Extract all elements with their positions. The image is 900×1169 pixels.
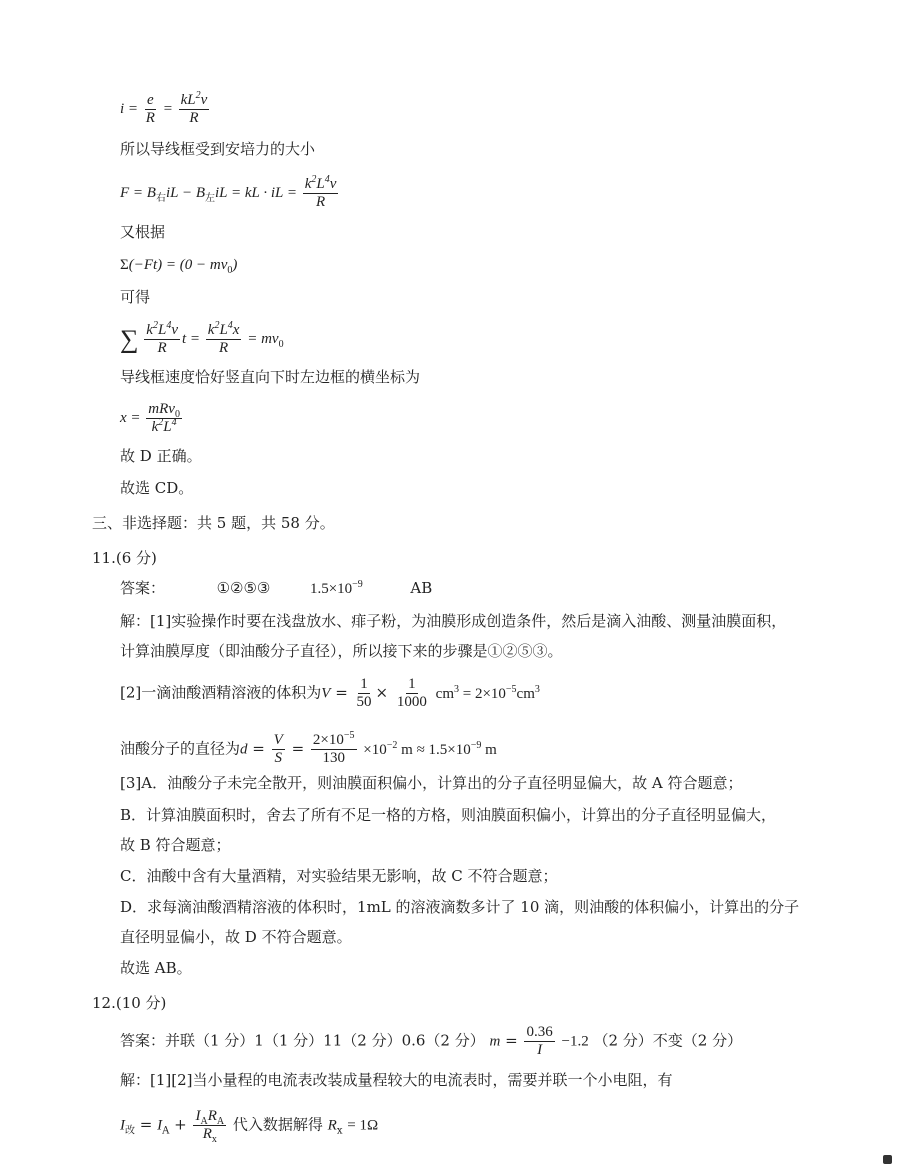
text-line: 故选 CD。: [120, 479, 194, 497]
equation-momentum: $\Sigma(-Ft) = (0 - mv_0)$: [120, 257, 238, 276]
question-heading: 11.(6 分): [92, 549, 157, 567]
text-line: 又根据: [120, 223, 166, 241]
solution-text: 代入数据解得: [232, 1115, 323, 1134]
section-heading: 三、非选择题：共 5 题，共 58 分。: [92, 514, 335, 532]
option-text: B．计算油膜面积时，舍去了所有不足一格的方格，则油膜面积偏小，计算出的分子直径明显偏大，: [120, 806, 777, 824]
equation-position: x = $\frac{mRv_0}{k^2L^4}$: [120, 401, 180, 435]
text-line: 导线框速度恰好竖直向下时左边框的横坐标为: [120, 368, 421, 386]
solution-text: 计算油膜厚度（即油酸分子直径），所以接下来的步骤是①②⑤③。: [120, 642, 563, 660]
solution-diameter: 油酸分子的直径为d = $\frac{V}{S}$ = $\frac{2\times 10^{-5}}{130}$ $\times 10^{-2}$ $m \approx 1.5\times 10^{-9}$ m: [120, 730, 497, 766]
text-line: 所以导线框受到安培力的大小: [120, 140, 316, 158]
solution-text: 油酸分子的直径为: [120, 739, 241, 758]
text-line: 故 D 正确。: [120, 447, 202, 465]
equation-current: i = $\frac{e}{R}$ = $\frac{kL^2v}{R}$: [120, 90, 208, 126]
answer-steps: ①②⑤③: [216, 579, 271, 597]
solution-text: 解：[1]实验操作时要在浅盘放水、痱子粉，为油膜形成创造条件，然后是滴入油酸、测量油膜面积，: [120, 612, 787, 630]
option-text: D．求每滴油酸酒精溶液的体积时，1mL 的溶液滴数多计了 10 滴，则油酸的体积偏小，计算出的分子: [120, 898, 800, 916]
equation-sum: ∑ $\frac{k^2L^4v}{R}$ t = $\frac{k^2L^4x}{R}$ = $mv_0$: [120, 320, 284, 356]
solution-volume: [2]一滴油酸酒精溶液的体积为V = $\frac{1}{50}$ × $\frac{1}{1000}$ $cm^3 = 2\times 10^{-5}cm^3$: [120, 676, 540, 710]
solution-text: 解：[1][2]当小量程的电流表改装成量程较大的电流表时，需要并联一个小电阻，有: [120, 1071, 673, 1089]
answer-text: （2 分）不变（2 分）: [593, 1031, 743, 1050]
option-text: 故 B 符合题意；: [120, 836, 231, 854]
text-line: 故选 AB。: [120, 959, 192, 977]
solution-shunt: $I_改 = I_A$ + $\frac{I_AR_A}{R_x}$ 代入数据解得 $R_x = 1\Omega$: [120, 1108, 379, 1145]
watermark: [883, 1155, 894, 1165]
answer-line: [120, 578, 432, 599]
answer-line: 答案：并联（1 分）1（1 分）11（2 分）0.6（2 分） m = $\frac{0.36}{I}$ −1.2 （2 分）不变（2 分）: [120, 1024, 743, 1058]
answer-diameter: $1.5\times 10^{-9}$: [309, 579, 363, 597]
answer-label: 答案：: [120, 579, 166, 597]
logo-icon: [883, 1155, 892, 1164]
equation-force: $F = B_右iL - B_左iL$ = kL · iL = $\frac{k^2L^4v}{R}$: [120, 174, 337, 210]
option-text: [3]A．油酸分子未完全散开，则油膜面积偏小，计算出的分子直径明显偏大，故 A 符合题意；: [120, 774, 743, 792]
solution-text: [2]一滴油酸酒精溶液的体积为: [120, 683, 322, 702]
answer-text: 答案：并联（1 分）1（1 分）11（2 分）0.6（2 分）: [120, 1031, 485, 1050]
option-text: 直径明显偏小，故 D 不符合题意。: [120, 928, 352, 946]
answer-choice: AB: [410, 579, 433, 597]
option-text: C．油酸中含有大量酒精，对实验结果无影响，故 C 不符合题意；: [120, 867, 558, 885]
question-heading: 12.(10 分): [92, 994, 167, 1012]
text-line: 可得: [120, 288, 151, 306]
